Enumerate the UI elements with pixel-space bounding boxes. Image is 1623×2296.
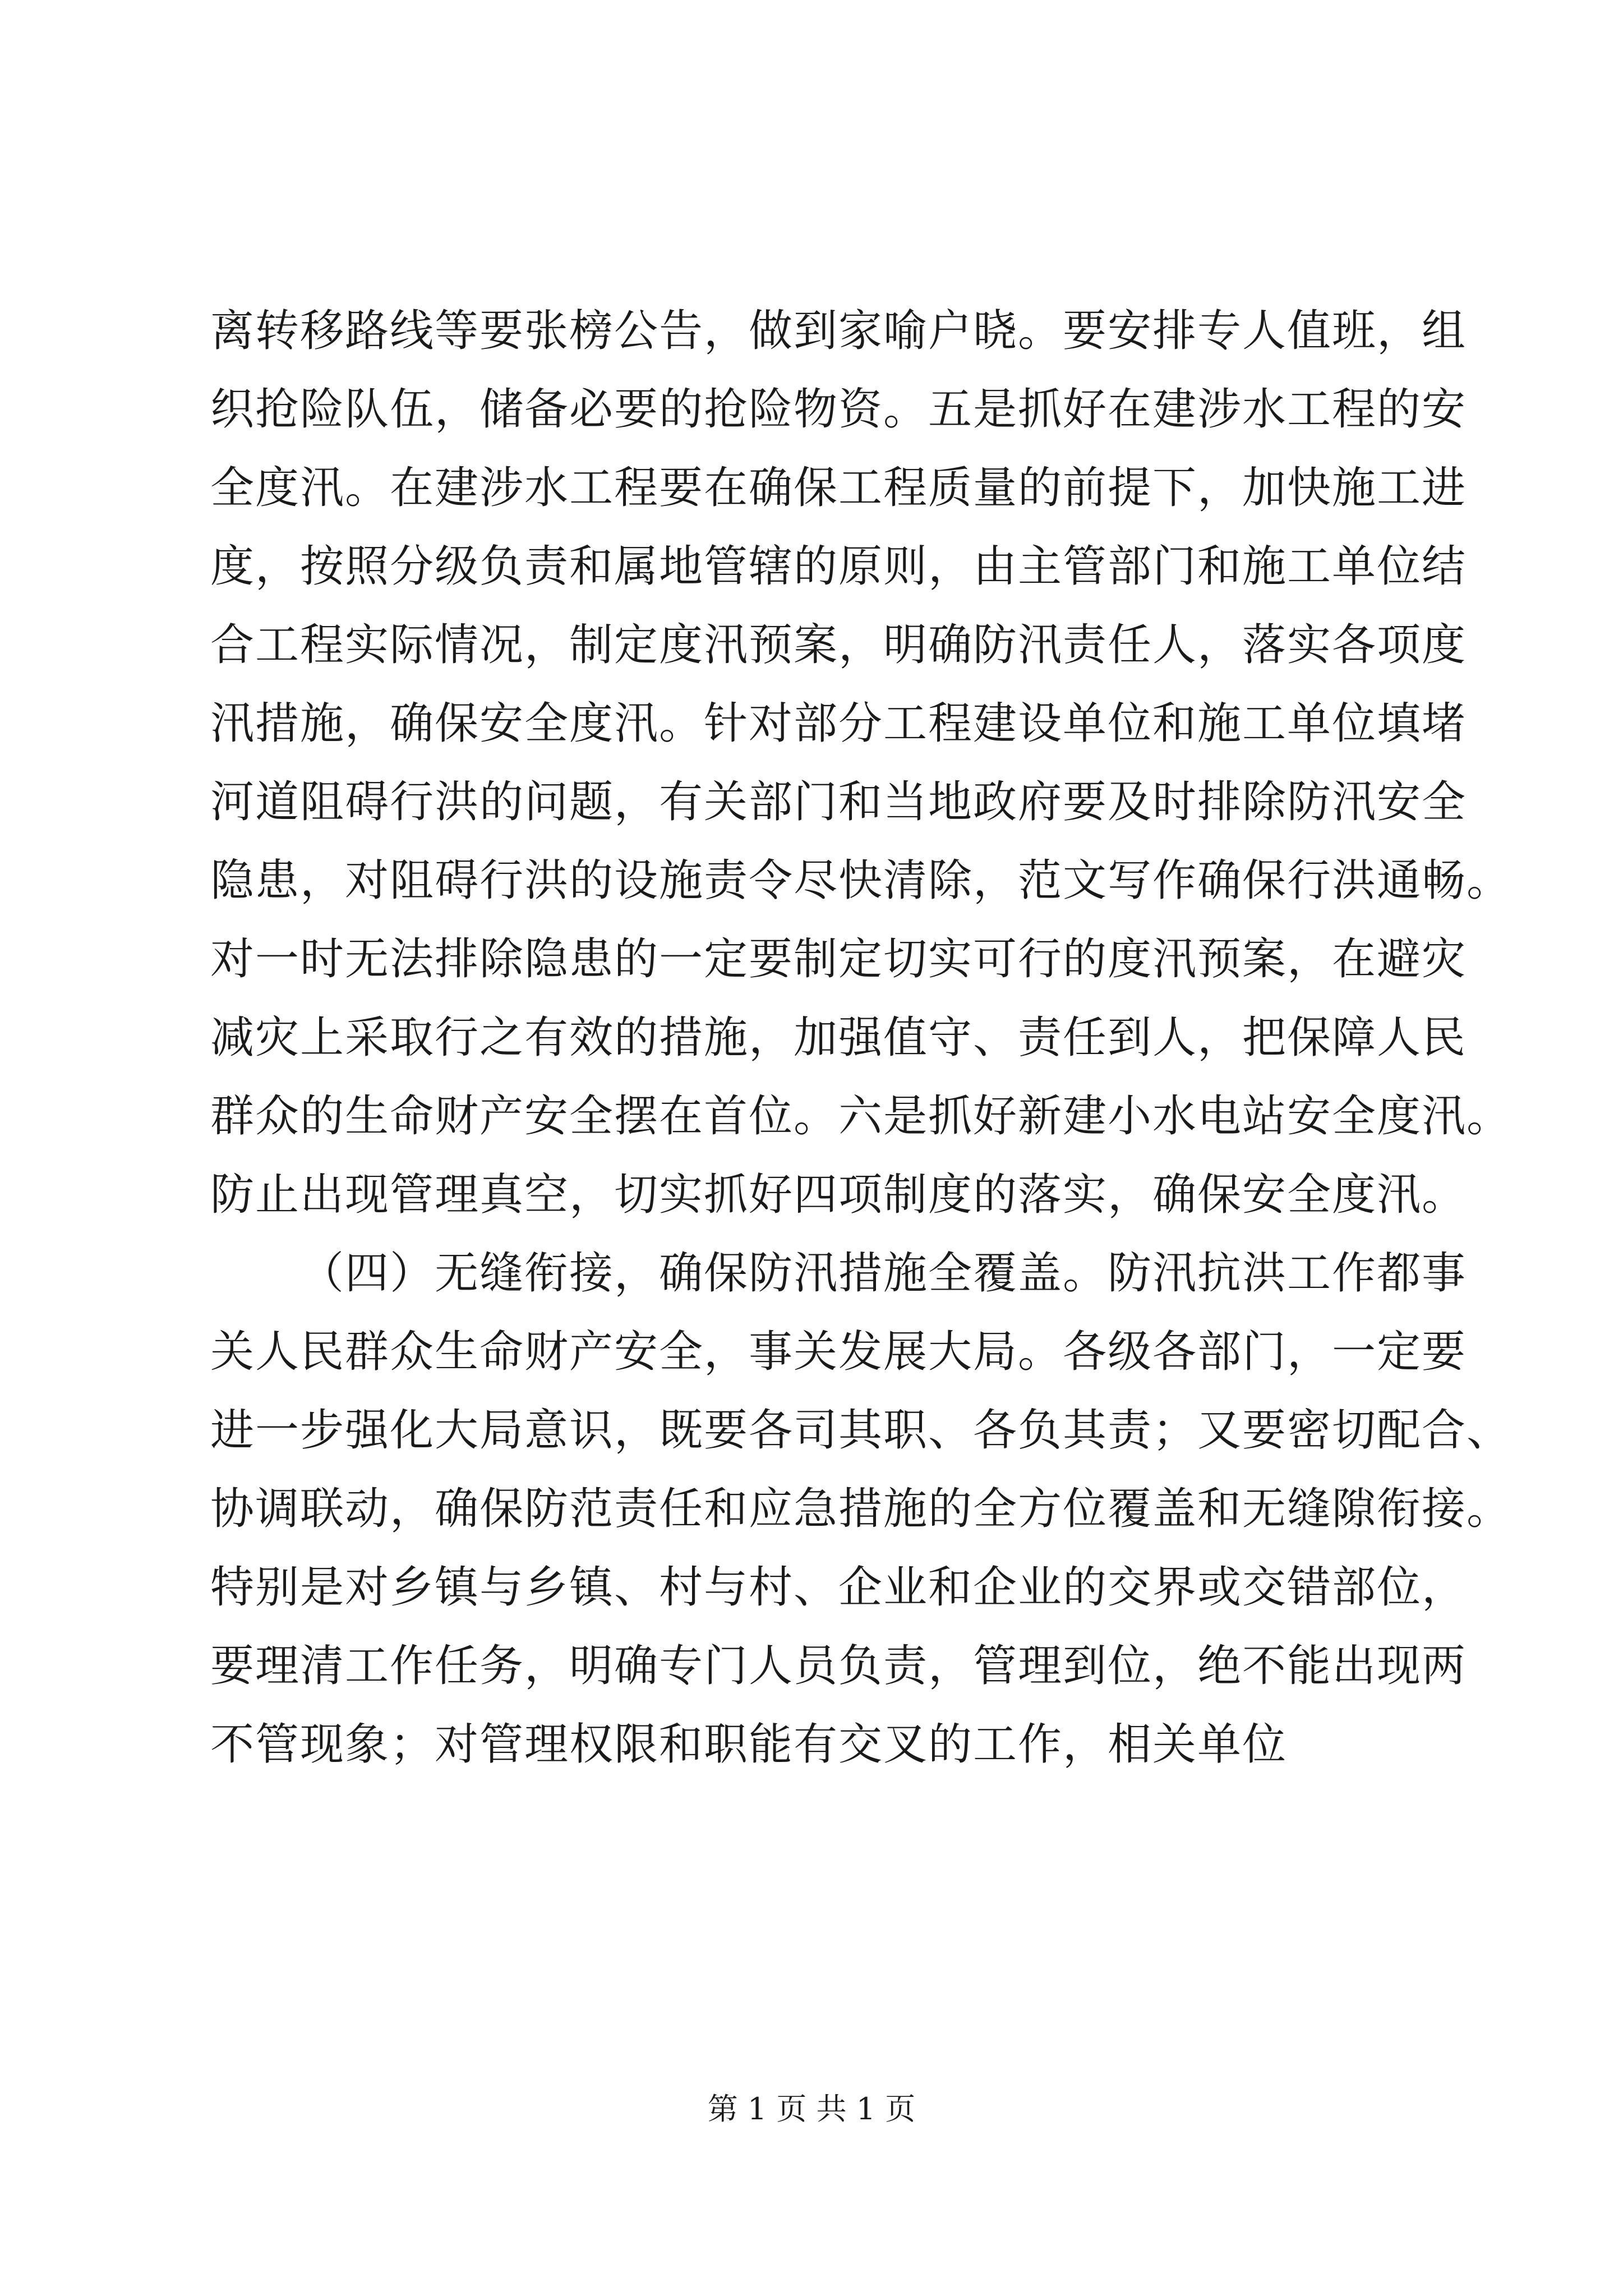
text-line: 汛措施，确保安全度汛。针对部分工程建设单位和施工单位填堵: [210, 698, 1467, 749]
text-line: 织抢险队伍，储备必要的抢险物资。五是抓好在建涉水工程的安: [210, 384, 1467, 435]
body-text: [210, 292, 1512, 1784]
page-footer: [0, 2090, 1623, 2129]
text-line: 对一时无法排除隐患的一定要制定切实可行的度汛预案，在避灾: [210, 934, 1467, 984]
text-line: 度，按照分级负责和属地管辖的原则，由主管部门和施工单位结: [210, 541, 1467, 592]
text-line: 要理清工作任务，明确专门人员负责，管理到位，绝不能出现两: [210, 1641, 1467, 1691]
text-line: 全度汛。在建涉水工程要在确保工程质量的前提下，加快施工进: [210, 463, 1467, 513]
page-number: 第 1 页 共 1 页: [707, 2091, 916, 2127]
section-heading-line: （四）无缝衔接，确保防汛措施全覆盖。防汛抗洪工作都事: [300, 1248, 1467, 1299]
text-line: 隐患，对阻碍行洪的设施责令尽快清除，范文写作确保行洪通畅。: [210, 855, 1512, 906]
text-line: 特别是对乡镇与乡镇、村与村、企业和企业的交界或交错部位，: [210, 1562, 1467, 1613]
text-line: 防止出现管理真空，切实抓好四项制度的落实，确保安全度汛。: [210, 1170, 1467, 1220]
text-line: 不管现象；对管理权限和职能有交叉的工作，相关单位: [210, 1719, 1288, 1770]
text-line: 群众的生命财产安全摆在首位。六是抓好新建小水电站安全度汛。: [210, 1091, 1512, 1142]
text-line: 河道阻碍行洪的问题，有关部门和当地政府要及时排除防汛安全: [210, 777, 1467, 827]
text-line: 离转移路线等要张榜公告，做到家喻户晓。要安排专人值班，组: [210, 306, 1467, 356]
text-line: 关人民群众生命财产安全，事关发展大局。各级各部门，一定要: [210, 1327, 1467, 1377]
text-line: 进一步强化大局意识，既要各司其职、各负其责；又要密切配合、: [210, 1405, 1512, 1456]
text-line: 减灾上采取行之有效的措施，加强值守、责任到人，把保障人民: [210, 1013, 1467, 1063]
text-line: 合工程实际情况，制定度汛预案，明确防汛责任人，落实各项度: [210, 620, 1467, 670]
text-line: 协调联动，确保防范责任和应急措施的全方位覆盖和无缝隙衔接。: [210, 1484, 1512, 1534]
